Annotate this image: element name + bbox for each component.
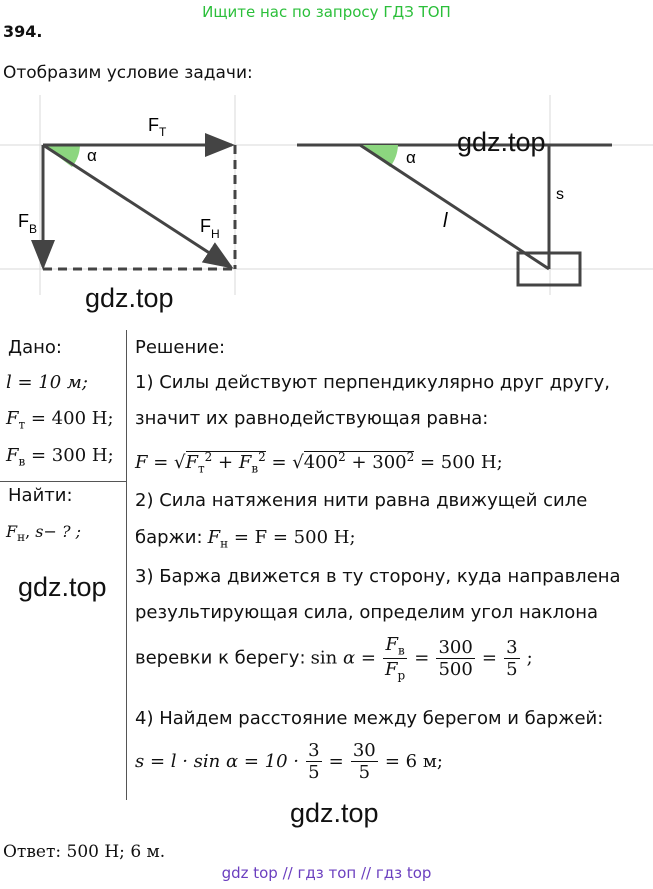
footer-links[interactable]: gdz top // гдз топ // гдз top: [221, 864, 432, 882]
intro-text: Отобразим условие задачи:: [3, 63, 253, 83]
solution-p3c-line: веревки к берегу: sin α = $\frac{F_в}{F_р}$ = $\frac{300}{500}$ = $\frac{3}{5}$ ;: [135, 634, 533, 683]
given-title: Дано:: [8, 337, 62, 358]
label-fn: F: [200, 216, 211, 236]
table-vertical-divider: [126, 330, 127, 800]
label-fn-sub: Н: [211, 227, 220, 241]
formula-s: s = l · sin α = 10 · $\frac{3}{5}$ = $\frac{30}{5}$ = 6 м;: [135, 740, 443, 783]
solution-p1a: 1) Силы действуют перпендикулярно друг другу,: [135, 372, 610, 393]
solution-p2a: 2) Сила натяжения нити равна движущей силе: [135, 490, 588, 511]
label-fv: F: [18, 211, 29, 231]
given-fv: $F_в = 300$ Н;: [6, 445, 114, 469]
label-s: s: [556, 186, 564, 203]
watermark-1: gdz.top: [457, 127, 546, 157]
watermark-4: gdz.top: [290, 798, 379, 828]
top-banner[interactable]: Ищите нас по запросу ГДЗ ТОП: [202, 3, 451, 21]
label-ft: F: [148, 115, 159, 135]
watermark-2: gdz.top: [85, 283, 174, 313]
given-l: l = 10 м;: [6, 372, 88, 393]
solution-p4: 4) Найдем расстояние между берегом и баржей:: [135, 708, 604, 729]
label-alpha-right: α: [406, 148, 416, 167]
watermark-3: gdz.top: [18, 572, 107, 602]
vector-fn: [43, 145, 231, 267]
solution-p3a: 3) Баржа движется в ту сторону, куда направлена: [135, 566, 621, 587]
task-number: 394.: [3, 22, 43, 41]
solution-title: Решение:: [135, 337, 226, 358]
solution-p3b: результирующая сила, определим угол наклона: [135, 602, 598, 623]
label-alpha-left: α: [87, 146, 97, 165]
label-l: l: [443, 210, 448, 232]
force-diagram: [0, 95, 653, 295]
formula-f: $F = √F_т^2 + F_в^2 = √400^2 + 300^2 = 500$ Н;: [135, 450, 503, 476]
solution-p2b-line: баржи: $F_н = F = 500$ Н;: [135, 527, 356, 551]
table-horizontal-divider: [0, 481, 126, 482]
given-ft: $F_т = 400$ Н;: [6, 408, 114, 432]
label-ft-sub: Т: [159, 125, 167, 139]
answer: Ответ: 500 Н; 6 м.: [3, 842, 166, 862]
solution-p1b: значит их равнодействующая равна:: [135, 408, 489, 429]
rope-l: [360, 145, 549, 269]
find-title: Найти:: [8, 485, 73, 506]
find-text: $F_н$, s− ? ;: [6, 522, 82, 545]
label-fv-sub: В: [29, 222, 38, 236]
